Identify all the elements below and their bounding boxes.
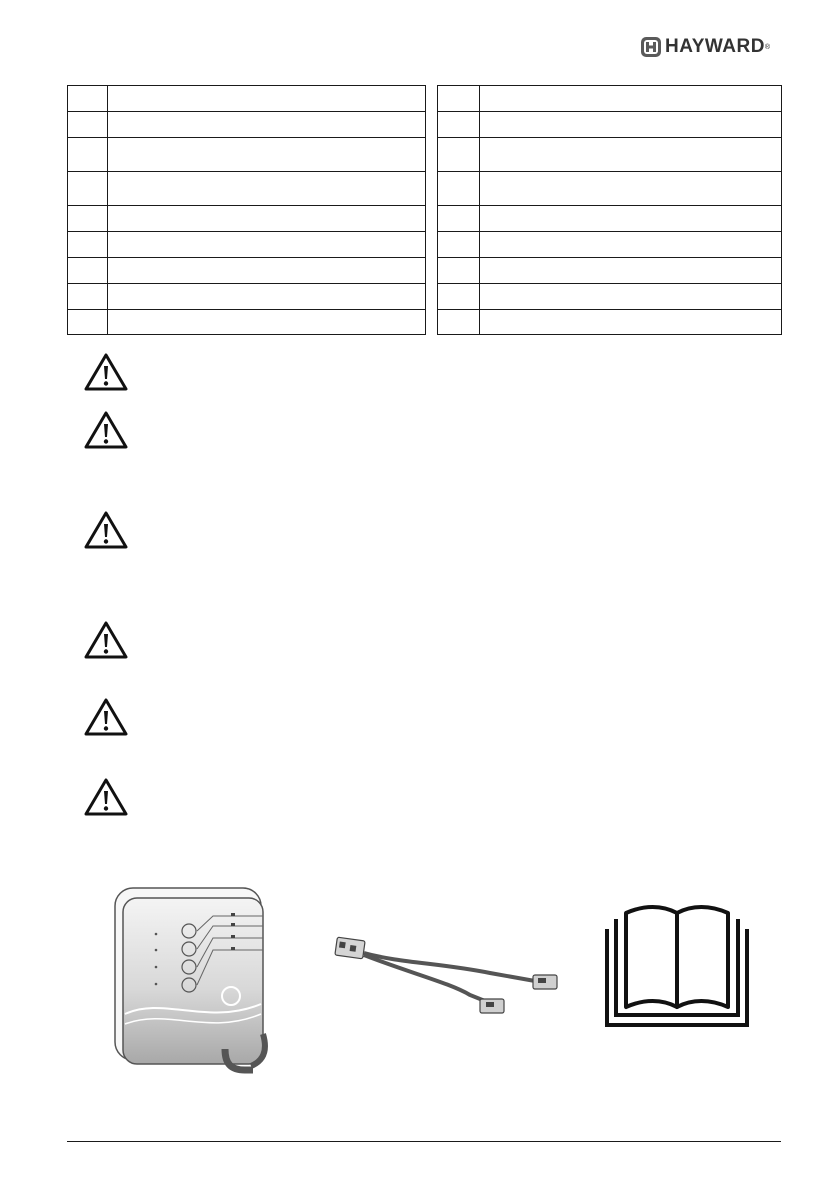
warning-triangle-icon (83, 620, 129, 660)
table-cell (68, 138, 108, 172)
table-cell (438, 206, 480, 232)
table-row (68, 232, 782, 258)
table-cell (108, 172, 426, 206)
table-row (68, 138, 782, 172)
table-row (68, 112, 782, 138)
table-cell (108, 86, 426, 112)
table-cell (108, 232, 426, 258)
table-row (68, 86, 782, 112)
table-cell (108, 206, 426, 232)
registered-mark: ® (764, 43, 771, 51)
table-cell (438, 232, 480, 258)
brand-name: HAYWARD (665, 36, 765, 57)
table-cell (480, 206, 782, 232)
table-cell (68, 232, 108, 258)
warning-triangle-icon (83, 777, 129, 817)
table-cell (480, 172, 782, 206)
table-divider (426, 310, 438, 335)
table-cell (108, 138, 426, 172)
table-cell (108, 310, 426, 335)
table-cell (480, 232, 782, 258)
table-cell (438, 258, 480, 284)
table-cell (480, 284, 782, 310)
table-cell (108, 112, 426, 138)
table-cell (438, 310, 480, 335)
hayward-logo (640, 34, 782, 60)
table-row (68, 172, 782, 206)
table-cell (480, 310, 782, 335)
table-cell (68, 284, 108, 310)
table-cell (438, 112, 480, 138)
table-divider (426, 172, 438, 206)
table-cell (68, 172, 108, 206)
hayward-h-icon (640, 36, 662, 58)
table-cell (108, 258, 426, 284)
spec-table (67, 85, 782, 335)
table-row (68, 206, 782, 232)
table-row (68, 284, 782, 310)
table-divider (426, 86, 438, 112)
table-divider (426, 284, 438, 310)
table-cell (438, 86, 480, 112)
manual-book-icon (604, 903, 750, 1027)
warning-triangle-icon (83, 697, 129, 737)
control-box-icon (113, 886, 283, 1074)
table-divider (426, 112, 438, 138)
table-cell (480, 258, 782, 284)
table-cell (68, 112, 108, 138)
warning-triangle-icon (83, 510, 129, 550)
table-cell (480, 138, 782, 172)
table-divider (426, 258, 438, 284)
warning-triangle-icon (83, 410, 129, 450)
table-cell (68, 86, 108, 112)
table-cell (480, 112, 782, 138)
table-cell (438, 284, 480, 310)
table-cell (68, 258, 108, 284)
table-divider (426, 138, 438, 172)
table-row (68, 258, 782, 284)
table-cell (480, 86, 782, 112)
table-divider (426, 206, 438, 232)
footer-rule (67, 1141, 781, 1142)
table-cell (108, 284, 426, 310)
table-row (68, 310, 782, 335)
table-cell (438, 172, 480, 206)
table-cell (68, 310, 108, 335)
warning-triangle-icon (83, 352, 129, 392)
y-cable-icon (330, 933, 560, 1019)
table-divider (426, 232, 438, 258)
table-cell (438, 138, 480, 172)
table-cell (68, 206, 108, 232)
